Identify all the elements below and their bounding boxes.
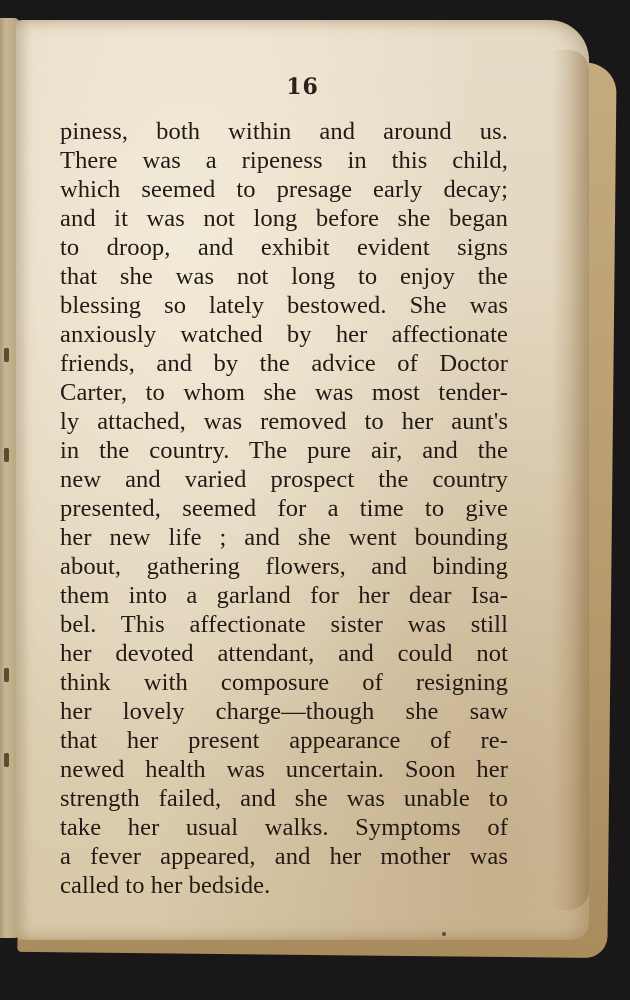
text-line: a fever appeared, and her mother was (60, 843, 508, 870)
text-line: her lovely charge—though she saw (60, 698, 508, 725)
text-line: called to her bedside. (60, 872, 271, 899)
text-line: think with composure of resigning (60, 669, 508, 696)
text-line: her devoted attendant, and could not (60, 640, 508, 667)
text-line: Carter, to whom she was most tender- (60, 379, 508, 406)
text-line: and it was not long before she began (60, 205, 508, 232)
page-number: 16 (286, 74, 319, 100)
page-edge-mark (4, 668, 9, 682)
page-edge-mark (4, 348, 9, 362)
text-line: presented, seemed for a time to give (60, 495, 508, 522)
text-line: piness, both within and around us. (60, 118, 508, 145)
page-edge-mark (4, 753, 9, 767)
text-line: to droop, and exhibit evident signs (60, 234, 508, 261)
text-line: in the country. The pure air, and the (60, 437, 508, 464)
ink-spot (442, 932, 446, 936)
text-line: that she was not long to enjoy the (60, 263, 508, 290)
text-line: strength failed, and she was unable to (60, 785, 508, 812)
text-line: take her usual walks. Symptoms of (60, 814, 508, 841)
text-line: that her present appearance of re- (60, 727, 508, 754)
page-edge-mark (4, 448, 9, 462)
page-edge-shading (551, 50, 589, 910)
text-line: new and varied prospect the country (60, 466, 508, 493)
text-line: There was a ripeness in this child, (60, 147, 508, 174)
text-line: ly attached, was removed to her aunt's (60, 408, 508, 435)
text-line: bel. This affectionate sister was still (60, 611, 508, 638)
text-line: newed health was uncertain. Soon her (60, 756, 508, 783)
text-line: friends, and by the advice of Doctor (60, 350, 508, 377)
text-line: blessing so lately bestowed. She was (60, 292, 508, 319)
text-line: them into a garland for her dear Isa- (60, 582, 508, 609)
text-line: about, gathering flowers, and binding (60, 553, 508, 580)
text-line: anxiously watched by her affectionate (60, 321, 508, 348)
text-line: which seemed to presage early decay; (60, 176, 508, 203)
text-line: her new life ; and she went bounding (60, 524, 508, 551)
book-page (16, 20, 589, 940)
body-text (60, 117, 508, 900)
